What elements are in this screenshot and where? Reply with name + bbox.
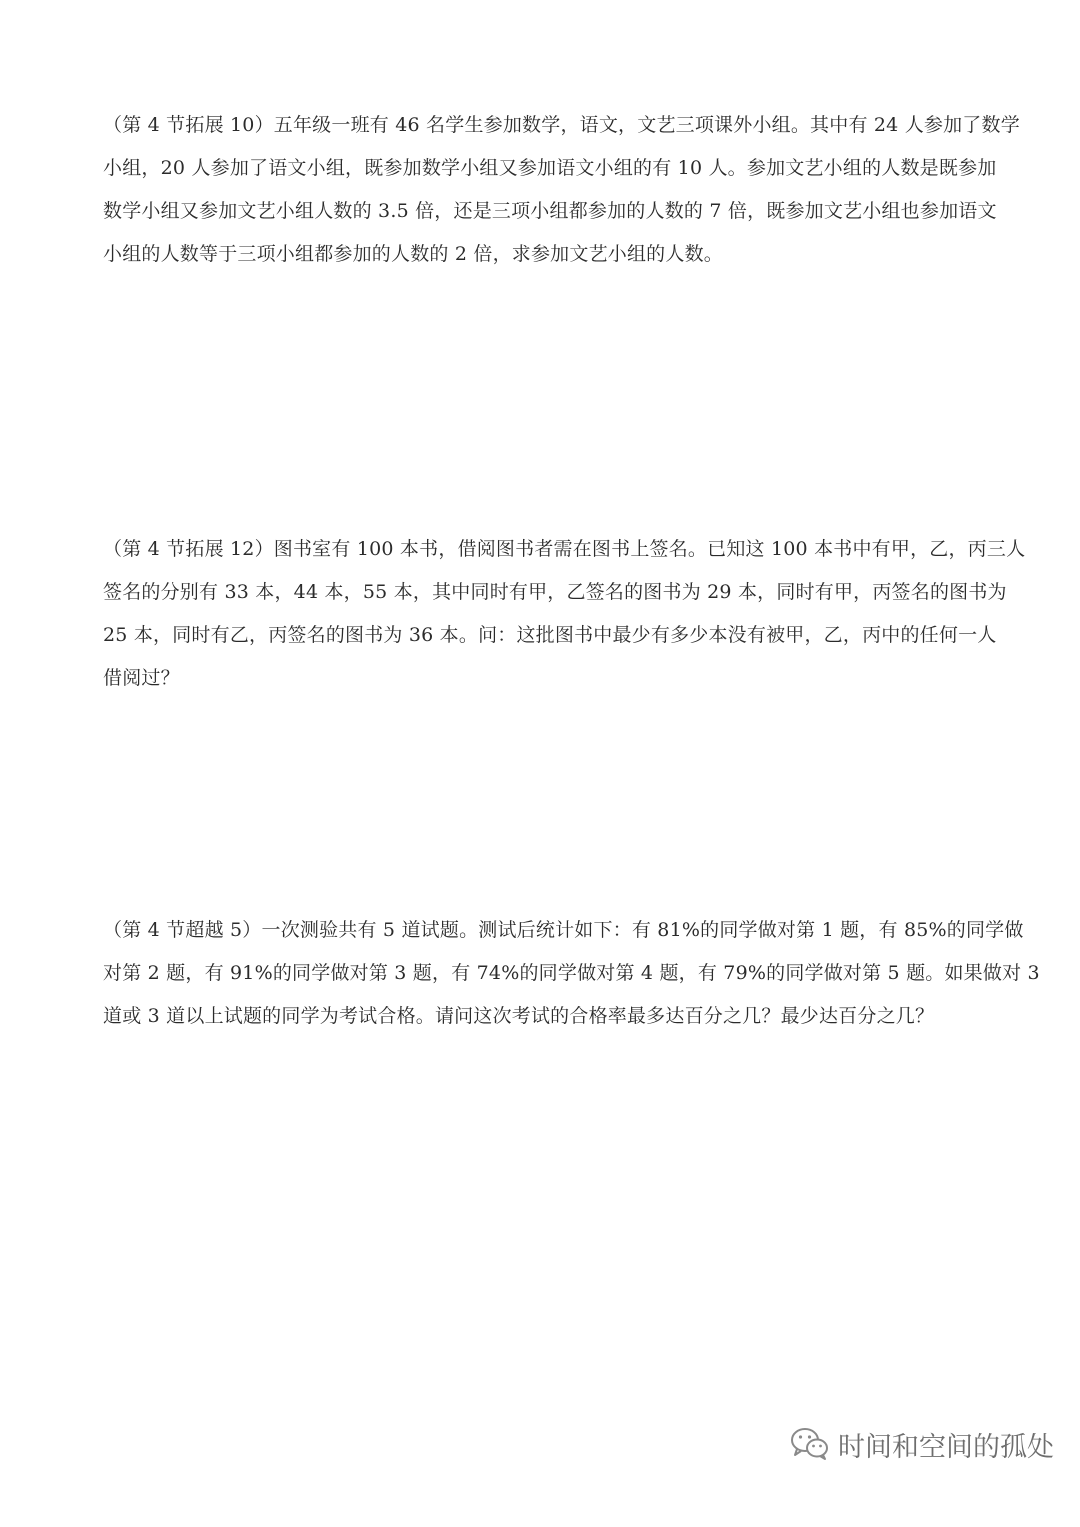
watermark xyxy=(790,1424,1054,1464)
problem-2-line-2: 签名的分别有 33 本，44 本，55 本，其中同时有甲，乙签名的图书为 29 本，同时有甲，丙签名的图书为 xyxy=(103,581,1007,603)
problem-2-line-3: 25 本，同时有乙，丙签名的图书为 36 本。问：这批图书中最少有多少本没有被甲，乙，丙中的任何一人 xyxy=(103,624,997,646)
problem-3-line-3: 道或 3 道以上试题的同学为考试合格。请问这次考试的合格率最多达百分之几？最少达百分之几？ xyxy=(103,1005,935,1027)
watermark-text: 时间和空间的孤处 xyxy=(838,1431,1054,1463)
problem-1-line-4: 小组的人数等于三项小组都参加的人数的 2 倍，求参加文艺小组的人数。 xyxy=(103,243,723,265)
problem-2-line-4: 借阅过？ xyxy=(103,667,180,689)
problem-1-line-2: 小组，20 人参加了语文小组，既参加数学小组又参加语文小组的有 10 人。参加文艺小组的人数是既参加 xyxy=(103,157,997,179)
problem-1-line-1: （第 4 节拓展 10）五年级一班有 46 名学生参加数学，语文，文艺三项课外小组。其中有 24 人参加了数学 xyxy=(103,114,1020,136)
problem-3-line-2: 对第 2 题，有 91%的同学做对第 3 题，有 74%的同学做对第 4 题，有 79%的同学做对第 5 题。如果做对 3 xyxy=(103,962,1040,984)
wechat-icon xyxy=(790,1426,830,1462)
problem-1-line-3: 数学小组又参加文艺小组人数的 3.5 倍，还是三项小组都参加的人数的 7 倍，既参加文艺小组也参加语文 xyxy=(103,200,997,222)
problem-2-line-1: （第 4 节拓展 12）图书室有 100 本书，借阅图书者需在图书上签名。已知这 100 本书中有甲，乙，丙三人 xyxy=(103,538,1026,560)
problem-3-line-1: （第 4 节超越 5）一次测验共有 5 道试题。测试后统计如下：有 81%的同学做对第 1 题，有 85%的同学做 xyxy=(103,919,1024,941)
